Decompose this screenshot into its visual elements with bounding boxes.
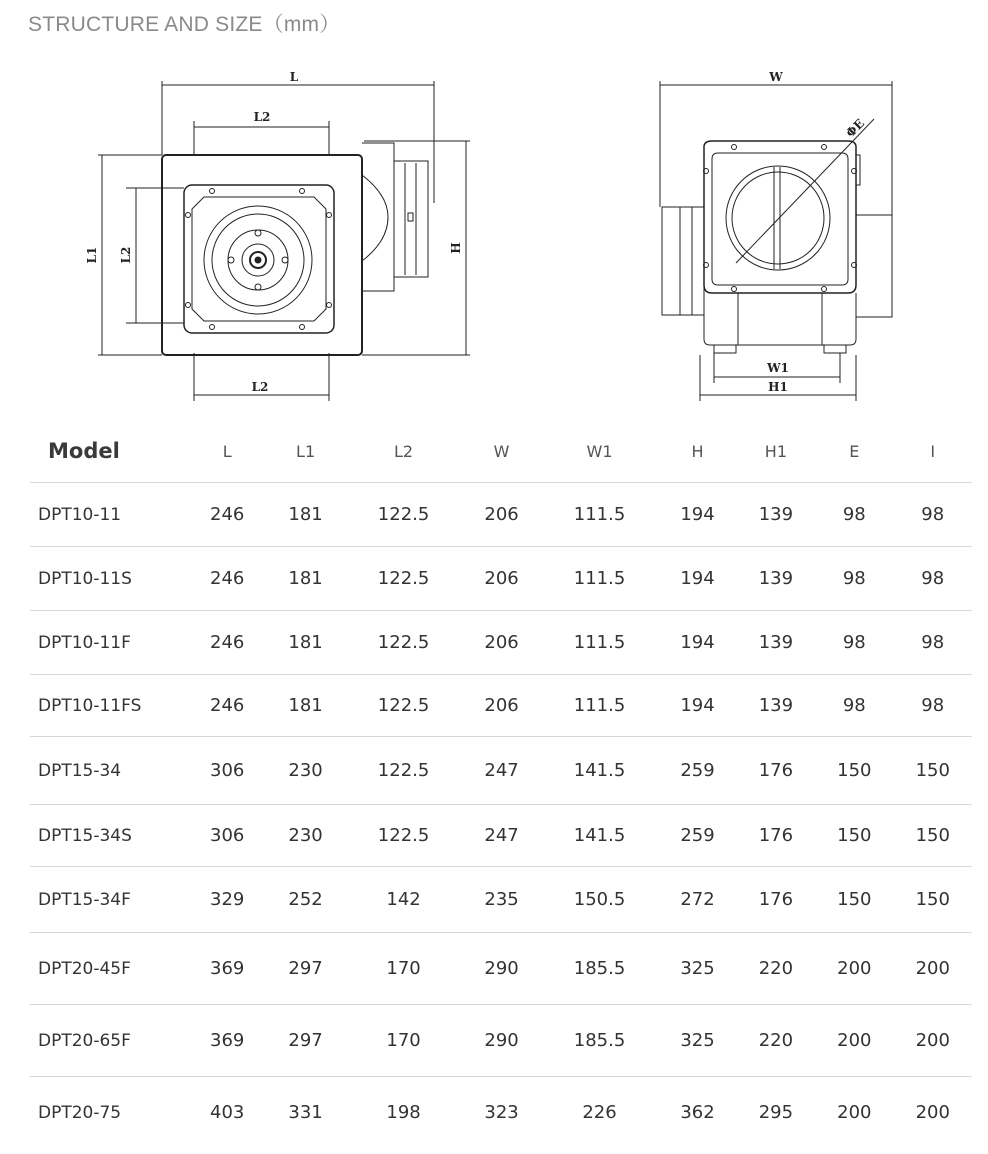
cell-w1: 141.5 (541, 737, 659, 805)
cell-h: 194 (658, 611, 736, 675)
cell-l: 306 (188, 805, 266, 867)
cell-w: 206 (462, 675, 540, 737)
cell-h1: 139 (737, 547, 815, 611)
table-row (30, 611, 972, 675)
cell-h: 259 (658, 805, 736, 867)
cell-e: 98 (815, 547, 893, 611)
cell-l1: 230 (266, 737, 344, 805)
cell-i: 150 (894, 805, 973, 867)
cell-w1: 141.5 (541, 805, 659, 867)
cell-w1: 226 (582, 1102, 617, 1124)
cell-l2: 122.5 (345, 805, 463, 867)
cell-h: 194 (658, 547, 736, 611)
technical-drawings (0, 55, 988, 415)
cell-h: 272 (658, 867, 736, 933)
dim-label-l2-bottom: L2 (251, 380, 269, 394)
cell-h1: 139 (737, 675, 815, 737)
cell-l1: 181 (266, 675, 344, 737)
cell-i: 150 (894, 737, 973, 805)
cell-h: 325 (658, 1005, 736, 1077)
cell-w1: 150.5 (541, 867, 659, 933)
table-row (30, 483, 972, 547)
cell-w1: 111.5 (541, 611, 659, 675)
cell-h: 194 (658, 483, 736, 547)
table-header-row (30, 420, 972, 483)
column-header-i: I (894, 420, 973, 483)
cell-l2: 122.5 (345, 611, 463, 675)
cell-model: DPT10-11F (30, 611, 188, 675)
dim-label-l: L (289, 70, 299, 84)
cell-e: 150 (815, 737, 893, 805)
dim-label-l1: L1 (85, 246, 99, 264)
cell-e: 98 (815, 675, 893, 737)
cell-l1: 252 (266, 867, 344, 933)
table-row (30, 737, 972, 805)
cell-w: 290 (462, 1005, 540, 1077)
cell-l: 329 (188, 867, 266, 933)
table-row (30, 933, 972, 1005)
cell-model: DPT15-34F (30, 867, 188, 933)
cell-i: 98 (894, 675, 973, 737)
cell-l: 403 (210, 1102, 245, 1124)
table-row (30, 675, 972, 737)
cell-l2: 170 (345, 933, 463, 1005)
cell-l1: 181 (266, 547, 344, 611)
dim-label-l2-left: L2 (119, 246, 133, 264)
front-view-drawing (98, 81, 470, 401)
size-spec-table (30, 420, 972, 1149)
cell-l: 246 (188, 611, 266, 675)
cell-h: 194 (658, 675, 736, 737)
cell-e: 98 (815, 483, 893, 547)
cell-h1: 139 (737, 611, 815, 675)
cell-l: 369 (188, 933, 266, 1005)
cell-l: 369 (188, 1005, 266, 1077)
table-row (30, 547, 972, 611)
cell-h: 325 (658, 933, 736, 1005)
cell-e: 200 (815, 1005, 893, 1077)
cell-i: 200 (894, 933, 973, 1005)
cell-l2: 198 (386, 1102, 421, 1124)
cell-h1: 220 (737, 1005, 815, 1077)
cell-w1: 111.5 (541, 675, 659, 737)
cell-model: DPT20-65F (30, 1005, 188, 1077)
column-header-l2: L2 (345, 420, 463, 483)
cell-h1: 176 (737, 805, 815, 867)
cell-i: 98 (894, 611, 973, 675)
cell-l1: 181 (266, 483, 344, 547)
cell-w1: 185.5 (541, 1005, 659, 1077)
cell-model: DPT10-11FS (30, 675, 188, 737)
cell-i: 200 (915, 1102, 950, 1124)
cell-i: 150 (894, 867, 973, 933)
cell-l1: 297 (266, 933, 344, 1005)
cell-h: 362 (680, 1102, 715, 1124)
cell-w1: 111.5 (541, 547, 659, 611)
cell-model: DPT10-11 (30, 483, 188, 547)
cell-l1: 297 (266, 1005, 344, 1077)
section-heading: STRUCTURE AND SIZE（mm） (28, 13, 341, 36)
cell-h1: 176 (737, 737, 815, 805)
dim-label-w1: W1 (767, 361, 789, 375)
cell-l1: 230 (266, 805, 344, 867)
table-row (30, 1077, 972, 1149)
dim-label-w: W (769, 70, 783, 84)
dim-label-l2-top: L2 (253, 110, 271, 124)
cell-e: 150 (815, 867, 893, 933)
column-header-w1: W1 (541, 420, 659, 483)
cell-w: 247 (462, 737, 540, 805)
cell-l1: 181 (266, 611, 344, 675)
cell-w: 206 (462, 547, 540, 611)
cell-l2: 122.5 (345, 483, 463, 547)
cell-l2: 122.5 (345, 675, 463, 737)
table-body (30, 483, 972, 1149)
cell-i: 98 (894, 547, 973, 611)
cell-w: 247 (462, 805, 540, 867)
column-header-h1: H1 (737, 420, 815, 483)
cell-model: DPT10-11S (30, 547, 188, 611)
cell-l2: 142 (345, 867, 463, 933)
table-row (30, 805, 972, 867)
cell-e: 98 (815, 611, 893, 675)
table-row (30, 1005, 972, 1077)
cell-l: 246 (188, 547, 266, 611)
cell-h1: 295 (758, 1102, 794, 1124)
cell-w: 290 (462, 933, 540, 1005)
table-row (30, 867, 972, 933)
cell-w: 206 (462, 483, 540, 547)
column-header-model: Model (30, 420, 188, 483)
column-header-w: W (462, 420, 540, 483)
cell-model: DPT20-45F (30, 933, 188, 1005)
cell-l: 306 (188, 737, 266, 805)
dim-label-e: ΦE (843, 116, 868, 141)
cell-h1: 139 (737, 483, 815, 547)
column-header-l: L (188, 420, 266, 483)
dim-label-h: H (449, 242, 463, 254)
cell-l1: 331 (288, 1102, 323, 1124)
cell-l2: 170 (345, 1005, 463, 1077)
cell-h1: 220 (737, 933, 815, 1005)
cell-i: 200 (894, 1005, 973, 1077)
cell-model: DPT20-75 (38, 1102, 122, 1123)
cell-model: DPT15-34 (30, 737, 188, 805)
cell-h: 259 (658, 737, 736, 805)
cell-l: 246 (188, 483, 266, 547)
column-header-h: H (658, 420, 736, 483)
cell-w: 235 (462, 867, 540, 933)
dim-label-h1: H1 (768, 380, 788, 394)
cell-e: 200 (815, 933, 893, 1005)
cell-e: 150 (815, 805, 893, 867)
cell-l2: 122.5 (345, 547, 463, 611)
cell-l: 246 (188, 675, 266, 737)
cell-i: 98 (894, 483, 973, 547)
cell-e: 200 (837, 1102, 872, 1124)
cell-w: 323 (484, 1102, 519, 1124)
cell-w1: 185.5 (541, 933, 659, 1005)
cell-h1: 176 (737, 867, 815, 933)
cell-w: 206 (462, 611, 540, 675)
cell-w1: 111.5 (541, 483, 659, 547)
column-header-l1: L1 (266, 420, 344, 483)
cell-l2: 122.5 (345, 737, 463, 805)
column-header-e: E (815, 420, 893, 483)
cell-model: DPT15-34S (30, 805, 188, 867)
